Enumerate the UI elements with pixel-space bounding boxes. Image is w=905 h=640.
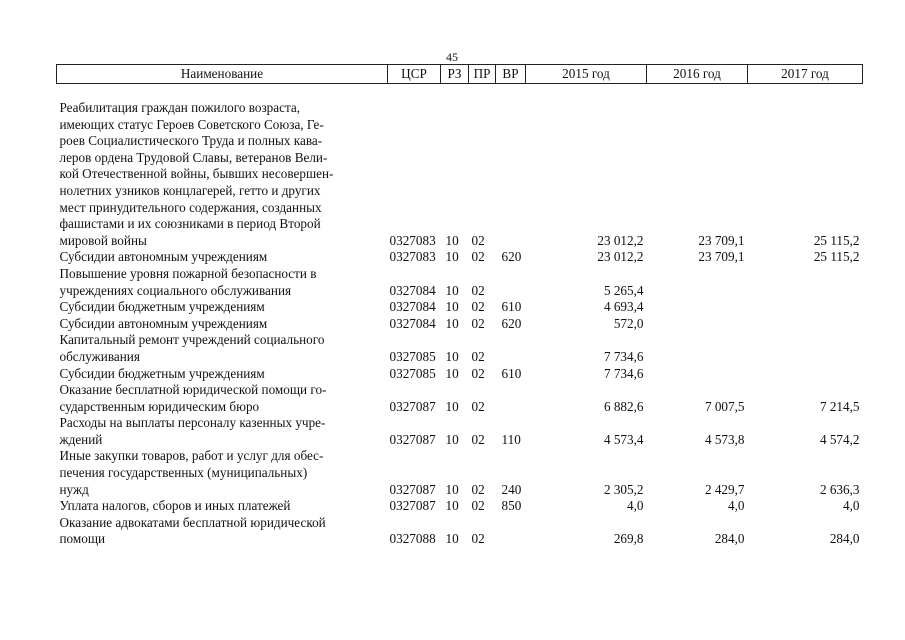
- name-line: Капитальный ремонт учреждений социального: [59, 332, 325, 348]
- name-line: Иные закупки товаров, работ и услуг для обес-: [59, 448, 324, 464]
- cell-pr: 02: [471, 282, 485, 298]
- table-row: [57, 316, 863, 333]
- table-row: [57, 332, 863, 365]
- cell-csr: 0327087: [389, 431, 436, 447]
- table-row: [57, 249, 863, 266]
- cell-rz: 10: [445, 348, 459, 364]
- cell-2016: [647, 366, 748, 383]
- name-line: нужд: [59, 481, 89, 497]
- cell-2016: 7 007,5: [704, 398, 745, 414]
- cell-2017: [748, 266, 863, 299]
- cell-vr: [496, 332, 526, 365]
- cell-2016: 2 429,7: [704, 481, 745, 497]
- cell-vr: [496, 382, 526, 415]
- name-line: помощи: [59, 531, 106, 547]
- cell-2015: 572,0: [613, 315, 644, 331]
- cell-2016: [647, 266, 748, 299]
- table-row: [57, 382, 863, 415]
- cell-pr: 02: [471, 531, 485, 547]
- name-line: Оказание адвокатами бесплатной юридической: [59, 514, 326, 530]
- cell-name: [57, 498, 388, 515]
- page-number: 45: [446, 50, 458, 64]
- cell-pr: 02: [471, 249, 485, 265]
- cell-2015: 4 693,4: [603, 299, 644, 315]
- cell-2015: 6 882,6: [603, 398, 644, 414]
- cell-csr: 0327088: [389, 531, 436, 547]
- name-line: обслуживания: [59, 348, 140, 364]
- cell-vr: 110: [501, 431, 521, 447]
- cell-pr: 02: [471, 498, 485, 514]
- name-line: ждений: [59, 431, 103, 447]
- header-pr: ПР: [469, 65, 496, 84]
- cell-pr: 02: [471, 481, 485, 497]
- cell-2015: 4 573,4: [603, 431, 644, 447]
- cell-2017: 25 115,2: [813, 249, 860, 265]
- cell-pr: 02: [471, 365, 485, 381]
- name-line: сударственным юридическим бюро: [59, 398, 260, 414]
- cell-2015: 7 734,6: [603, 348, 644, 364]
- cell-name: [57, 332, 388, 365]
- cell-rz: 10: [445, 531, 459, 547]
- name-line: Субсидии автономным учреждениям: [59, 249, 268, 265]
- cell-name: [57, 100, 388, 249]
- cell-csr: 0327085: [389, 365, 436, 381]
- name-line: Уплата налогов, сборов и иных платежей: [59, 498, 291, 514]
- cell-pr: 02: [471, 431, 485, 447]
- cell-2016: [647, 299, 748, 316]
- cell-csr: 0327087: [389, 498, 436, 514]
- cell-2016: 23 709,1: [698, 249, 745, 265]
- cell-vr: 850: [501, 498, 522, 514]
- cell-rz: 10: [445, 481, 459, 497]
- name-line: леров ордена Трудовой Славы, ветеранов Вели-: [59, 149, 328, 165]
- cell-2016: 284,0: [714, 531, 745, 547]
- name-line: Реабилитация граждан пожилого возраста,: [59, 100, 301, 115]
- name-line: мировой войны: [59, 232, 147, 248]
- budget-table: [56, 64, 863, 548]
- cell-name: [57, 366, 388, 383]
- header-2015: 2015 год: [526, 65, 647, 84]
- cell-name: [57, 448, 388, 498]
- cell-rz: 10: [445, 249, 459, 265]
- cell-csr: 0327085: [389, 348, 436, 364]
- cell-name: [57, 249, 388, 266]
- table-header: [57, 65, 863, 84]
- cell-rz: 10: [445, 431, 459, 447]
- name-line: Расходы на выплаты персоналу казенных учре-: [59, 415, 326, 431]
- cell-rz: 10: [445, 232, 459, 248]
- header-2016: 2016 год: [647, 65, 748, 84]
- cell-vr: [496, 100, 526, 249]
- cell-2015: 2 305,2: [603, 481, 644, 497]
- cell-pr: 02: [471, 299, 485, 315]
- cell-csr: 0327084: [389, 315, 436, 331]
- cell-rz: 10: [445, 299, 459, 315]
- cell-2015: 23 012,2: [597, 249, 644, 265]
- cell-vr: 240: [501, 481, 522, 497]
- spacer-cell: [57, 84, 863, 101]
- spacer-row: [57, 84, 863, 101]
- cell-vr: [496, 266, 526, 299]
- table-body: [57, 84, 863, 549]
- cell-name: [57, 515, 388, 548]
- name-line: мест принудительного содержания, созданных: [59, 199, 322, 215]
- cell-2015: 269,8: [613, 531, 644, 547]
- cell-2015: 5 265,4: [603, 282, 644, 298]
- header-name: Наименование: [57, 65, 388, 84]
- name-line: Повышение уровня пожарной безопасности в: [59, 265, 317, 281]
- cell-2017: 25 115,2: [813, 232, 860, 248]
- name-line: Оказание бесплатной юридической помощи го-: [59, 382, 327, 398]
- header-rz: РЗ: [441, 65, 469, 84]
- cell-vr: 620: [501, 315, 522, 331]
- cell-rz: 10: [445, 398, 459, 414]
- header-csr: ЦСР: [388, 65, 441, 84]
- cell-2017: 2 636,3: [819, 481, 860, 497]
- table-row: [57, 515, 863, 548]
- name-line: Субсидии бюджетным учреждениям: [59, 365, 265, 381]
- cell-2017: [748, 332, 863, 365]
- cell-2016: [647, 332, 748, 365]
- table-row: [57, 415, 863, 448]
- name-line: Субсидии бюджетным учреждениям: [59, 299, 265, 315]
- cell-csr: 0327087: [389, 398, 436, 414]
- cell-2015: 7 734,6: [603, 365, 644, 381]
- cell-pr: 02: [471, 232, 485, 248]
- name-line: нолетних узников концлагерей, гетто и других: [59, 182, 321, 198]
- table-row: [57, 366, 863, 383]
- cell-vr: 610: [501, 299, 522, 315]
- cell-pr: 02: [471, 315, 485, 331]
- header-2017: 2017 год: [748, 65, 863, 84]
- cell-2017: 284,0: [829, 531, 860, 547]
- name-line: учреждениях социального обслуживания: [59, 282, 292, 298]
- name-line: фашистами и их союзниками в период Второй: [59, 216, 321, 232]
- header-vr: ВР: [496, 65, 526, 84]
- cell-2017: [748, 366, 863, 383]
- table-row: [57, 100, 863, 249]
- cell-rz: 10: [445, 365, 459, 381]
- cell-vr: 610: [501, 365, 522, 381]
- cell-2016: [647, 316, 748, 333]
- cell-name: [57, 266, 388, 299]
- table-row: [57, 299, 863, 316]
- header-row: [57, 65, 863, 84]
- cell-csr: 0327084: [389, 299, 436, 315]
- cell-2017: 4,0: [843, 498, 860, 514]
- cell-2017: [748, 299, 863, 316]
- name-line: кой Отечественной войны, бывших несовершен-: [59, 166, 334, 182]
- table-row: [57, 266, 863, 299]
- table-row: [57, 498, 863, 515]
- name-line: печения государственных (муниципальных): [59, 465, 308, 481]
- cell-2017: 7 214,5: [819, 398, 860, 414]
- cell-2016: 4,0: [728, 498, 745, 514]
- cell-vr: [496, 515, 526, 548]
- cell-2016: 23 709,1: [698, 232, 745, 248]
- cell-csr: 0327087: [389, 481, 436, 497]
- cell-2015: 4,0: [627, 498, 644, 514]
- cell-name: [57, 316, 388, 333]
- cell-name: [57, 382, 388, 415]
- cell-2017: 4 574,2: [819, 431, 860, 447]
- table-row: [57, 448, 863, 498]
- cell-rz: 10: [445, 498, 459, 514]
- cell-2015: 23 012,2: [597, 232, 644, 248]
- cell-name: [57, 415, 388, 448]
- cell-2017: [748, 316, 863, 333]
- name-line: Субсидии автономным учреждениям: [59, 315, 268, 331]
- cell-pr: 02: [471, 348, 485, 364]
- cell-csr: 0327083: [389, 232, 436, 248]
- cell-rz: 10: [445, 315, 459, 331]
- cell-pr: 02: [471, 398, 485, 414]
- name-line: имеющих статус Героев Советского Союза, Ге-: [59, 116, 324, 132]
- cell-rz: 10: [445, 282, 459, 298]
- name-line: роев Социалистического Труда и полных кава-: [59, 133, 323, 149]
- cell-name: [57, 299, 388, 316]
- cell-vr: 620: [501, 249, 522, 265]
- cell-csr: 0327084: [389, 282, 436, 298]
- cell-2016: 4 573,8: [704, 431, 745, 447]
- cell-csr: 0327083: [389, 249, 436, 265]
